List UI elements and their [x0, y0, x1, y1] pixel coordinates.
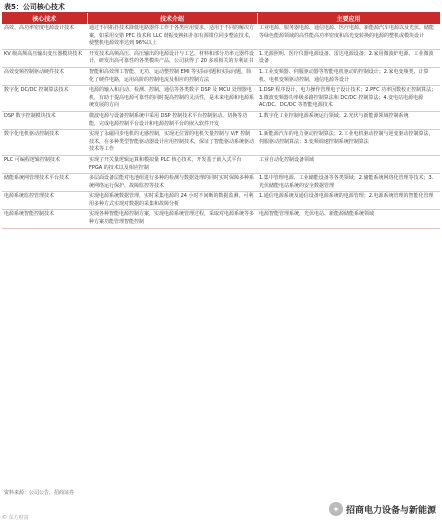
source-note: 资料来源：公司公告，招商证券 — [4, 490, 75, 496]
table-row — [2, 174, 440, 192]
header-intro: 技术介绍 — [87, 13, 257, 24]
cell-name: 数字化 DC/DC 控制算法技术 — [2, 86, 87, 112]
table-header-row — [2, 13, 440, 24]
cell-name: KV 级高频高压输出变压器模块技术 — [2, 49, 87, 67]
cell-intro: 实现了永磁同步电机的无感控制，实现无位置的电机矢量控制与 V/F 控制技术，在多种类型智能驱动器设计应用控制技术，保证了智能驱动系统驱动技术等工作 — [87, 130, 257, 156]
table-row — [2, 86, 440, 112]
cell-intro: 实现电源系统数据管理，实时采集电源的 24 小时不间断的数据监测，可利用多种方式实现对数据的采集和故障分析 — [87, 192, 257, 210]
cell-app: 1.通信电源系统及通信设备电源系统的电源管理；2.电源系统管理的智能化管理 — [257, 192, 440, 210]
cell-intro: 通过不同拓扑技术降低电路器件工作于各类应用要求，适用于不同的解决方案，如采用交错 PFC 技术和 LLC 谐振变换拓扑加有源钳位同步整流技术，使整机电源效率达到 96%以上 — [87, 24, 257, 49]
core-tech-table — [2, 13, 441, 229]
cell-name: 数字化电机驱动控制技术 — [2, 130, 87, 156]
cell-intro: 智能和高效理工智能、无功、运动整控制 EMI 等实际问题和实际问题，简化了硬件电路，运用高阶的控制电流及相应的控制方法 — [87, 67, 257, 85]
cell-name: PLC 可编程逻辑控制技术 — [2, 155, 87, 173]
cell-app: 电源智能管理系统，光伏电站、新能源储能系统领域 — [257, 210, 440, 228]
cell-name: 高效变频控制驱动硬件技术 — [2, 67, 87, 85]
cell-intro: 电源的输入和启动、检测、控制，通信等各类数字 DSP 及 MCU 处理器电机，有助于提高电源可靠性的同时提高控制的灵活性，是未来电源和电源系统发展的方向 — [87, 86, 257, 112]
cell-intro: 微波电源与设备控制系统中采用 DSP 控制技术平台控制驱动、切换等功能，完成电源控制平台设计和电源控制平台的嵌入软件开发 — [87, 111, 257, 129]
cell-app: 1.工业变频器、伺服驱动器等智能电机驱动的控制设计；2.家电变频类，计算机、电机变频驱动控制，通信电源等设计 — [257, 67, 440, 85]
table-row — [2, 192, 440, 210]
cell-app: 1.集中管理电源、工业储能设备等各类领域；2.储能系统网络化管理等技术；3.光伏储能电站系统的安全数据管理 — [257, 174, 440, 192]
table-row — [2, 67, 440, 85]
cell-name: 高效、高功率密度电源设计技术 — [2, 24, 87, 49]
table-row — [2, 210, 440, 228]
cell-name: 电源系统智能控制技术 — [2, 210, 87, 228]
cell-app: 工业自动化控制设备领域 — [257, 155, 440, 173]
table-row — [2, 130, 440, 156]
brand-name: 招商电力设备与新能源 — [345, 505, 436, 516]
cell-intro: 开发技术高频高压、高压输出的电源设计与工艺、材料和部分功率元器件设计，研发出高可靠性的各类模块产品，公司获得了 20 多项相关的专利证书 — [87, 49, 257, 67]
cell-intro: 实现各种智能电源控制方案，实现电源系统管理过程，采取对电源系统等多种方案功能管理智能控制 — [87, 210, 257, 228]
table-title: 表5：公司核心技术 — [4, 3, 65, 11]
table-row — [2, 24, 440, 49]
cell-name: 电源系统监控管理技术 — [2, 192, 87, 210]
cell-name: DSP 数字控制模块技术 — [2, 111, 87, 129]
footer-brand — [329, 502, 436, 516]
cell-app: 1.数字化工业控制电源系统运行领域；2.光伏与新能源领域控制系统 — [257, 111, 440, 129]
cell-intro: 多层面设备层能对电池组进行多种的检测与数据处理的同时实时保障多种系统网络运行保护、故障监控等技术 — [87, 174, 257, 192]
table-row — [2, 111, 440, 129]
cell-app: 工业电源、服务器电源、通信电源、医疗电源、新能源汽车电源以及光伏、储能等绿色能源领域的高性能高功率密度和高光变转换的电源的整机或模块设计 — [257, 24, 440, 49]
table-row — [2, 155, 440, 173]
cell-intro: 实现了开关量逻辑运算和模拟量 PLC 核心技术，开发基于嵌入式平台 FPGA 的技术以及相应控制 — [87, 155, 257, 173]
cell-app: 1.光源照明、医疗仪器电源设备、雷达电源设备；2.家用微波炉电源、工业微波设备 — [257, 49, 440, 67]
watermark-text: © 东方财富 — [2, 515, 29, 521]
cell-app: 1.新能源汽车的电力驱动控制算法；2.工业电机驱动控制与逆变驱动控制算法，伺服驱动控制算法；3.变频调速控制系统控制算法 — [257, 130, 440, 156]
wechat-icon: ✦ — [329, 502, 343, 516]
header-application: 主要应用 — [257, 13, 440, 24]
cell-name: 储能系统网管理技术平台技术 — [2, 174, 87, 192]
header-core-tech: 核心技术 — [2, 13, 87, 24]
cell-app: 1.DSP 程序设计、电力操作管理电子设计技术；2.PFC 功率因数校正控制算法；3.微波变频器功率级多路控制算法和 DC/DC 控制算法；4.变电站电源电源 AC/DC、DC/DC 等智能电源技术 — [257, 86, 440, 112]
table-row — [2, 49, 440, 67]
